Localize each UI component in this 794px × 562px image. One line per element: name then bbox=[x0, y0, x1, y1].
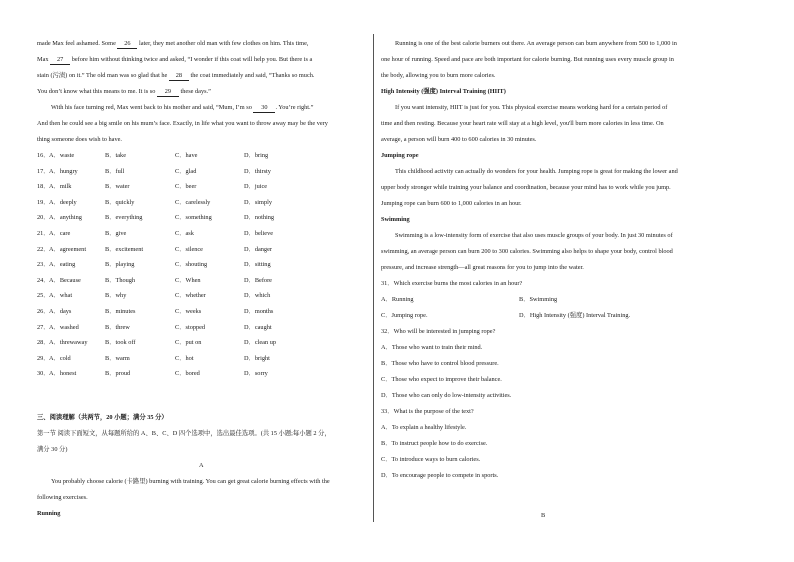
option-d: D．sorry bbox=[244, 370, 268, 378]
option-d: D．believe bbox=[244, 230, 274, 237]
option-c: C．something bbox=[175, 214, 212, 222]
option-a: A．waste bbox=[49, 152, 75, 159]
passage-line bbox=[37, 56, 312, 65]
option-c: C．beer bbox=[175, 183, 197, 191]
option-b: B．give bbox=[105, 230, 127, 237]
option-c: C．stopped bbox=[175, 323, 206, 331]
option-number: 30． bbox=[37, 370, 50, 378]
q32-option-a: A．Those who want to train their mind. bbox=[381, 344, 483, 351]
option-c: C．silence bbox=[175, 245, 203, 253]
q31-option-a: A．Running bbox=[381, 296, 414, 303]
option-c: C．put on bbox=[175, 339, 202, 347]
running-text: Running is one of the best calorie burners out there. An average person can burn anywhere from 500 to 1,000 in bbox=[395, 40, 677, 47]
option-number: 22． bbox=[37, 245, 50, 253]
option-a: A．hungry bbox=[49, 167, 78, 175]
option-b: B．quickly bbox=[105, 198, 135, 206]
option-c: C．When bbox=[175, 276, 201, 284]
running-text: one hour of running. Speed and pace are both important for calorie burning. But running uses every muscle group in bbox=[381, 56, 674, 63]
option-a: A．cold bbox=[49, 354, 71, 362]
option-c: C．shouting bbox=[175, 261, 208, 269]
option-number: 19． bbox=[37, 198, 50, 206]
option-b: B．warm bbox=[105, 354, 130, 362]
passage-text: Max bbox=[37, 56, 51, 63]
option-a: A．eating bbox=[49, 261, 76, 269]
option-b: B．excitement bbox=[105, 245, 144, 253]
option-d: D．nothing bbox=[244, 214, 275, 222]
instruction-text: 满分 30 分) bbox=[37, 446, 68, 453]
subheading-running: Running bbox=[37, 510, 61, 517]
option-number: 27． bbox=[37, 323, 50, 331]
option-d: D．bring bbox=[244, 152, 269, 159]
q32-option-d: D．Those who can only do low-intensity activities. bbox=[381, 392, 512, 399]
option-b: B．proud bbox=[105, 370, 131, 378]
passage-letter-a: A bbox=[199, 462, 204, 469]
passage-text: before him without thinking twice and asked, “I wonder if this coat will help you. But there is a bbox=[70, 56, 313, 63]
option-a: A．anything bbox=[49, 214, 82, 222]
option-number: 16． bbox=[37, 152, 50, 159]
option-number: 21． bbox=[37, 230, 50, 237]
passage-a-intro: following exercises. bbox=[37, 494, 88, 501]
blank-29: 29 bbox=[157, 88, 179, 97]
swim-text: swimming, an average person can burn 200 to 300 calories. Swimming also helps to shape your body, control blood bbox=[381, 248, 673, 255]
passage-text: stain (污渍) on it.” The old man was so glad that he bbox=[37, 72, 169, 79]
option-b: B．took off bbox=[105, 339, 136, 347]
passage-text: later, they met another old man with few clothes on him. This time, bbox=[137, 40, 309, 47]
option-d: D．caught bbox=[244, 323, 272, 331]
option-d: D．danger bbox=[244, 245, 272, 253]
option-c: C．ask bbox=[175, 230, 194, 237]
passage-text: made Max feel ashamed. Some bbox=[37, 40, 118, 47]
option-b: B．everything bbox=[105, 214, 143, 222]
passage-text: . You’re right.” bbox=[275, 104, 314, 111]
blank-26: 26 bbox=[117, 40, 137, 49]
option-d: D．clean up bbox=[244, 339, 276, 347]
option-number: 20． bbox=[37, 214, 50, 222]
option-a: A．deeply bbox=[49, 198, 77, 206]
option-a: A．days bbox=[49, 308, 72, 315]
passage-text: With his face turning red, Max went back to his mother and said, “Mum, I’m so bbox=[51, 104, 254, 111]
option-c: C．glad bbox=[175, 167, 197, 175]
q31-option-d: D．High Intensity (强度) Interval Training. bbox=[519, 312, 631, 319]
option-d: D．bright bbox=[244, 354, 270, 362]
option-c: C．carelessly bbox=[175, 198, 211, 206]
hiit-text: time and then resting. Because your heart rate will stay at a high level, you'll burn more calories in less time. On bbox=[381, 120, 664, 127]
passage-line bbox=[37, 88, 211, 97]
passage-line bbox=[37, 72, 314, 81]
option-number: 26． bbox=[37, 308, 50, 315]
option-number: 17． bbox=[37, 167, 50, 175]
passage-text: You don’t know what this means to me. It is so bbox=[37, 88, 157, 95]
option-c: C．weeks bbox=[175, 308, 202, 315]
option-d: D．months bbox=[244, 308, 274, 315]
option-number: 24． bbox=[37, 276, 50, 284]
q33-option-a: A．To explain a healthy lifestyle. bbox=[381, 424, 467, 431]
question-31: 31．Which exercise burns the most calories in an hour? bbox=[381, 280, 523, 287]
option-a: A．what bbox=[49, 292, 73, 300]
passage-line: And then he could see a big smile on his mum’s face. Exactly, in life what you want to throw away may be the very bbox=[37, 120, 328, 127]
option-d: D．simply bbox=[244, 198, 272, 206]
column-divider bbox=[373, 34, 374, 522]
option-b: B．why bbox=[105, 292, 127, 300]
passage-text: these days.” bbox=[178, 88, 211, 95]
option-c: C．whether bbox=[175, 292, 206, 300]
option-a: A．honest bbox=[49, 370, 77, 378]
option-a: A．agreement bbox=[49, 245, 87, 253]
option-a: A．milk bbox=[49, 183, 72, 191]
subheading-hiit: High Intensity (强度) Interval Training (HIIT) bbox=[381, 88, 506, 95]
instruction-text: 第一节 阅读下面短文，从每题所给的 A、B、C、D 四个选项中，选出最佳选项。(共 15 小题;每小题 2 分， bbox=[37, 430, 331, 437]
blank-27: 27 bbox=[50, 56, 70, 65]
hiit-text: average, a person will burn 400 to 600 calories in 30 minutes. bbox=[381, 136, 537, 143]
option-number: 28． bbox=[37, 339, 50, 347]
option-d: D．sitting bbox=[244, 261, 271, 269]
passage-a-intro: You probably choose calorie (卡路里) burning with training. You can get great calorie burning effects with the bbox=[51, 478, 330, 485]
subheading-jumping-rope: Jumping rope bbox=[381, 152, 419, 159]
question-33: 33．What is the purpose of the text? bbox=[381, 408, 474, 415]
option-number: 23． bbox=[37, 261, 50, 269]
passage-line bbox=[51, 104, 313, 113]
question-32: 32．Who will be interested in jumping rope? bbox=[381, 328, 496, 335]
option-c: C．have bbox=[175, 152, 198, 159]
passage-text: the coat immediately and said, “Thanks so much. bbox=[188, 72, 315, 79]
option-d: D．thirsty bbox=[244, 167, 271, 175]
swim-text: pressure, and increase strength—all great reasons for you to jump into the water. bbox=[381, 264, 584, 271]
option-b: B．playing bbox=[105, 261, 135, 269]
q33-option-b: B．To instruct people how to do exercise. bbox=[381, 440, 488, 447]
option-b: B．Though bbox=[105, 276, 136, 284]
option-number: 18． bbox=[37, 183, 50, 191]
q33-option-d: D．To encourage people to compete in sports. bbox=[381, 472, 499, 479]
option-a: A．threwaway bbox=[49, 339, 88, 347]
option-number: 25． bbox=[37, 292, 50, 300]
option-b: B．threw bbox=[105, 323, 130, 331]
q32-option-b: B．Those who have to control blood pressure. bbox=[381, 360, 499, 367]
passage-line: thing someone does wish to have. bbox=[37, 136, 122, 143]
option-d: D．which bbox=[244, 292, 271, 300]
option-c: C．hot bbox=[175, 354, 194, 362]
swim-text: Swimming is a low-intensity form of exercise that also uses muscle groups of your body. In just 30 minutes of bbox=[395, 232, 673, 239]
q32-option-c: C．Those who expect to improve their balance. bbox=[381, 376, 502, 383]
option-b: B．minutes bbox=[105, 308, 136, 315]
blank-30: 30 bbox=[253, 104, 275, 113]
option-b: B．take bbox=[105, 152, 126, 159]
passage-line bbox=[37, 40, 308, 49]
option-a: A．care bbox=[49, 230, 71, 237]
q33-option-c: C．To introduce ways to burn calories. bbox=[381, 456, 481, 463]
option-c: C．bored bbox=[175, 370, 200, 378]
option-d: D．juice bbox=[244, 183, 268, 191]
option-b: B．water bbox=[105, 183, 130, 191]
blank-28: 28 bbox=[169, 72, 189, 81]
q31-option-b: B．Swimming bbox=[519, 296, 558, 303]
passage-letter-b: B bbox=[541, 512, 546, 519]
subheading-swimming: Swimming bbox=[381, 216, 410, 223]
option-a: A．washed bbox=[49, 323, 79, 331]
hiit-text: If you want intensity, HIIT is just for you. This physical exercise means working hard for a certain period of bbox=[395, 104, 668, 111]
option-d: D．Before bbox=[244, 276, 272, 284]
jump-text: Jumping rope can burn 600 to 1,000 calories in an hour. bbox=[381, 200, 522, 207]
option-a: A．Because bbox=[49, 276, 81, 284]
jump-text: upper body stronger while training your balance and coordination, because your mind has to work while you jump. bbox=[381, 184, 671, 191]
option-number: 29． bbox=[37, 354, 50, 362]
running-text: the body, allowing you to burn more calories. bbox=[381, 72, 496, 79]
q31-option-c: C．Jumping rope. bbox=[381, 312, 428, 319]
option-b: B．full bbox=[105, 167, 125, 175]
jump-text: This childhood activity can actually do wonders for your health. Jumping rope is great for making the lower and bbox=[395, 168, 678, 175]
section-heading: 三、阅读理解（共两节，20 小题；满分 35 分） bbox=[37, 414, 168, 421]
